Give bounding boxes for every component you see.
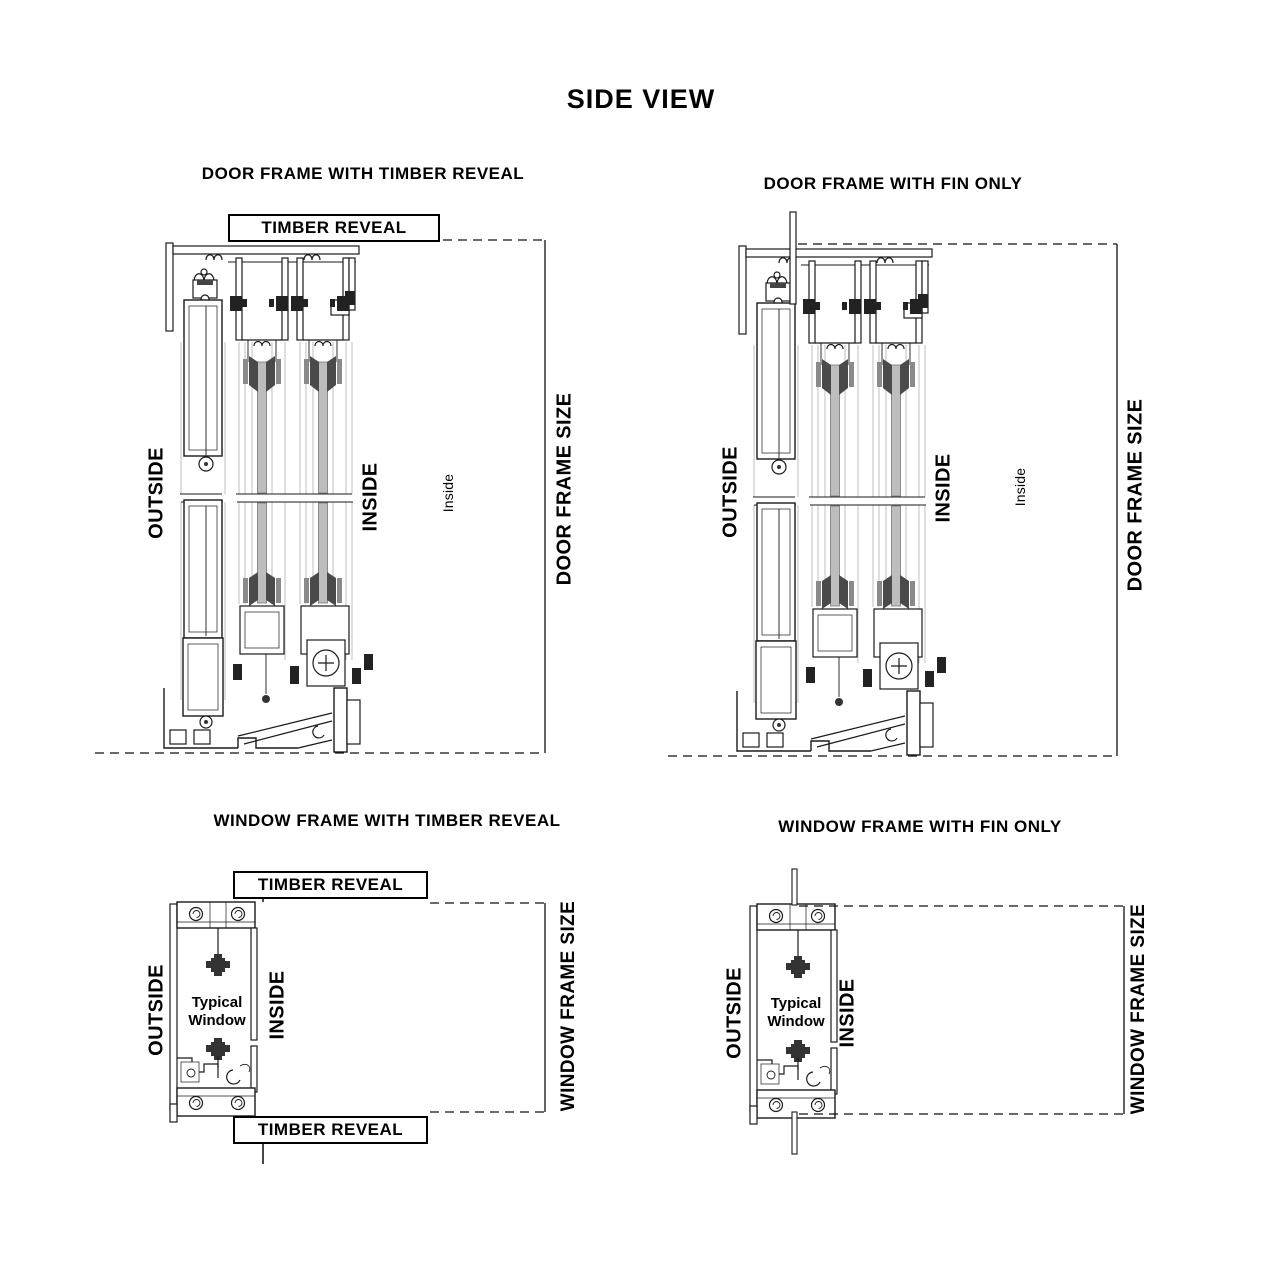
door-timber-heading: DOOR FRAME WITH TIMBER REVEAL <box>201 164 525 183</box>
door-fin-inside-label: INSIDE <box>932 453 955 523</box>
door-fin-inside-annotation: Inside <box>1012 467 1028 507</box>
window-timber-heading: WINDOW FRAME WITH TIMBER REVEAL <box>213 811 561 830</box>
window-timber-typical-window-label: Typical Window <box>188 994 246 1029</box>
door-timber-outside-label: OUTSIDE <box>145 447 168 539</box>
window-fin-heading: WINDOW FRAME WITH FIN ONLY <box>778 817 1062 836</box>
door-timber-inside-label: INSIDE <box>359 462 382 532</box>
door-mounting-fin <box>790 212 796 304</box>
window-mounting-fin-top <box>792 869 797 905</box>
window-mounting-fin-bottom <box>792 1112 797 1154</box>
window-fin-outside-label: OUTSIDE <box>723 967 746 1059</box>
window-fin-typical-window-label: Typical Window <box>767 995 825 1030</box>
door-timber-frame-size-label: DOOR FRAME SIZE <box>553 392 576 586</box>
door-fin-frame-size-label: DOOR FRAME SIZE <box>1124 398 1147 592</box>
door-timber-inside-annotation: Inside <box>440 473 456 513</box>
window-timber-outside-label: OUTSIDE <box>145 964 168 1056</box>
window-timber-reveal-box-top: TIMBER REVEAL <box>233 871 428 899</box>
door-timber-reveal-box: TIMBER REVEAL <box>228 214 440 242</box>
window-timber-inside-label: INSIDE <box>266 970 289 1040</box>
door-fin-heading: DOOR FRAME WITH FIN ONLY <box>763 174 1023 193</box>
page-title: SIDE VIEW <box>566 84 716 114</box>
window-timber-reveal-box-bottom: TIMBER REVEAL <box>233 1116 428 1144</box>
window-fin-frame-size-label: WINDOW FRAME SIZE <box>1128 903 1149 1115</box>
window-timber-frame-size-label: WINDOW FRAME SIZE <box>558 900 579 1112</box>
door-fin-outside-label: OUTSIDE <box>719 446 742 538</box>
window-fin-inside-label: INSIDE <box>836 978 859 1048</box>
